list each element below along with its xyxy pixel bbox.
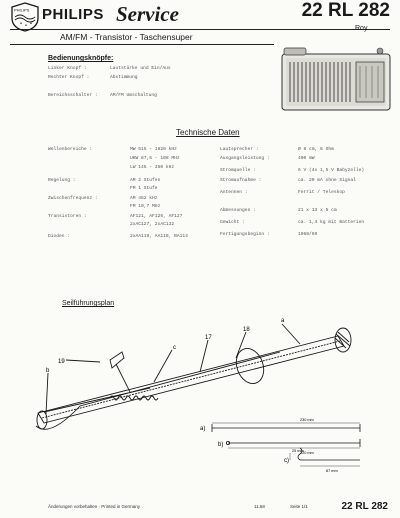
tech-right-label-3: Stromquelle : [220, 168, 256, 173]
label-c: c [173, 345, 176, 351]
footer-code: 11.68 [254, 504, 265, 509]
detail-c-dim-2: 87 mm [326, 469, 338, 473]
header-rule [10, 29, 390, 30]
label-17: 17 [205, 335, 212, 341]
tech-right-value-8: 1968/69 [298, 232, 318, 237]
tech-right-label-5: Antennen : [220, 190, 248, 195]
controls-label-2: Rechter Knopf : [48, 75, 90, 80]
cord-plan-title: Seilführungsplan [62, 300, 115, 307]
footer-model-number: 22 RL 282 [341, 501, 388, 512]
document-subtitle: AM/FM - Transistor - Taschensuper [60, 32, 193, 42]
detail-a-label: a) [200, 426, 206, 432]
tech-left-value-4: AM 2 Stufen [130, 178, 161, 183]
controls-title: Bedienungsknöpfe: [48, 55, 114, 62]
tech-left-label-6: Zwischenfrequenz : [48, 196, 98, 201]
brand-name: PHILIPS [42, 6, 104, 23]
tech-left-value-2: UKW 87,5 - 108 MHz [130, 156, 180, 161]
label-19: 19 [58, 359, 65, 365]
detail-b-label: b) [218, 442, 224, 448]
tension-spring [110, 396, 158, 400]
tech-left-value-10: 2xAA119, AA119, BA114 [130, 234, 188, 239]
dial-cord-diagram [0, 288, 400, 518]
model-number: 22 RL 282 [301, 0, 390, 21]
detail-c-label: c) [284, 458, 289, 464]
tech-right-label-2: Ausgangsleistung : [220, 156, 270, 161]
tech-right-value-1: Ø 8 cm, 8 Ohm [298, 147, 334, 152]
footer-page: Seite 1/1 [290, 504, 308, 509]
detail-c-dim-1: 25 mm [292, 449, 304, 453]
subtitle-rule [10, 44, 274, 45]
technical-title: Technische Daten [176, 128, 240, 137]
logo-lettering: PHILIPS [14, 7, 30, 13]
tech-right-value-7: ca. 1,4 kg mit Batterien [298, 220, 365, 225]
tech-right-value-2: 400 mW [298, 156, 315, 161]
tech-right-label-1: Lautsprecher : [220, 147, 259, 152]
controls-label-3: Bereichsschalter : [48, 93, 98, 98]
tech-left-value-9: 2xAC127, 2xAC132 [130, 222, 175, 227]
tuning-knob [232, 345, 269, 388]
controls-value-1: Lautstärke und Ein/Aus [110, 66, 171, 71]
detail-a-dim: 230 mm [300, 418, 314, 422]
radio-photo [280, 46, 392, 116]
tech-right-label-7: Gewicht : [220, 220, 245, 225]
controls-label-1: Linker Knopf : [48, 66, 87, 71]
controls-value-2: Abstimmung [110, 75, 138, 80]
tech-left-value-7: FM 10,7 MHz [130, 204, 161, 209]
tech-right-value-6: 21 x 13 x 5 cm [298, 208, 337, 213]
service-title: Service [116, 2, 179, 26]
label-18: 18 [243, 327, 250, 333]
footer-note: Änderungen vorbehalten · Printed in Germany [48, 504, 141, 509]
tech-right-value-3: 6 V (4x 1,5 V Babyzelle) [298, 168, 365, 173]
label-b: b [46, 368, 50, 374]
tech-left-label-8: Transistoren : [48, 214, 87, 219]
tech-right-value-5: Ferrit / Teleskop [298, 190, 345, 195]
tech-left-value-5: FM 1 Stufe [130, 186, 158, 191]
tech-left-value-8: AF121, AF126, AF127 [130, 214, 183, 219]
tech-left-value-3: LW 145 - 350 kHz [130, 165, 175, 170]
tech-left-value-6: AM 452 kHz [130, 196, 158, 201]
model-name: Roy [355, 25, 368, 32]
tech-right-label-6: Abmessungen : [220, 208, 256, 213]
label-a: a [281, 318, 285, 324]
tech-right-label-8: Fertigungsbeginn : [220, 232, 270, 237]
tech-right-value-4: ca. 20 mA ohne Signal [298, 178, 356, 183]
tech-left-label-10: Dioden : [48, 234, 71, 239]
philips-shield-logo [10, 2, 40, 32]
tech-left-value-1: MW 515 - 1620 kHz [130, 147, 177, 152]
tech-left-label-4: Regelung : [48, 178, 76, 183]
detail-b-dim: 220 mm [300, 451, 314, 455]
tech-left-label-1: Wellenbereiche : [48, 147, 93, 152]
tech-right-label-4: Stromaufnahme : [220, 178, 262, 183]
controls-value-3: AM/FM Umschaltung [110, 93, 157, 98]
